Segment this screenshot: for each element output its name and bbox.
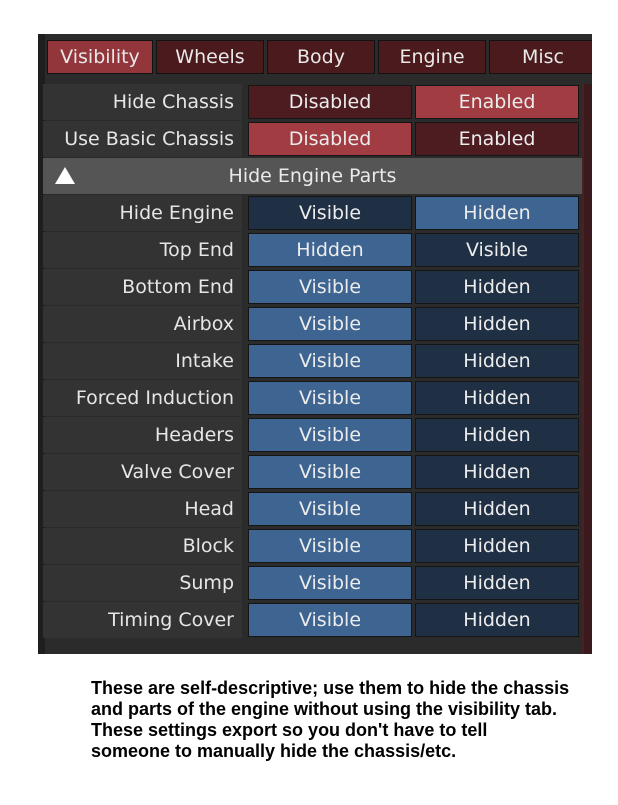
setting-row-valve-cover xyxy=(43,454,584,490)
option-hidden-button[interactable]: Hidden xyxy=(415,307,579,341)
section-header-hide-engine-parts[interactable] xyxy=(43,158,582,194)
settings-panel xyxy=(38,34,592,654)
tab-bar xyxy=(47,40,592,76)
option-visible-button[interactable]: Visible xyxy=(248,529,412,563)
panel-scrollbar[interactable] xyxy=(584,84,592,654)
option-visible-button[interactable]: Visible xyxy=(248,455,412,489)
tab-wheels[interactable]: Wheels xyxy=(156,40,264,74)
option-visible-button[interactable]: Visible xyxy=(248,381,412,415)
tab-misc[interactable]: Misc xyxy=(489,40,592,74)
option-disabled-button[interactable]: Disabled xyxy=(248,122,412,156)
option-visible-button[interactable]: Visible xyxy=(248,603,412,637)
tab-body[interactable]: Body xyxy=(267,40,375,74)
tab-visibility[interactable]: Visibility xyxy=(47,40,153,74)
option-visible-button[interactable]: Visible xyxy=(248,196,412,230)
setting-label: Hide Chassis xyxy=(43,84,242,120)
setting-row-top-end xyxy=(43,232,584,268)
setting-row-headers xyxy=(43,417,584,453)
option-hidden-button[interactable]: Hidden xyxy=(415,381,579,415)
option-enabled-button[interactable]: Enabled xyxy=(415,85,579,119)
setting-row-hide-engine xyxy=(43,195,584,231)
setting-label: Timing Cover xyxy=(43,602,242,638)
option-enabled-button[interactable]: Enabled xyxy=(415,122,579,156)
option-hidden-button[interactable]: Hidden xyxy=(415,492,579,526)
setting-label: Airbox xyxy=(43,306,242,342)
option-disabled-button[interactable]: Disabled xyxy=(248,85,412,119)
section-title: Hide Engine Parts xyxy=(228,165,397,187)
option-visible-button[interactable]: Visible xyxy=(415,233,579,267)
setting-label: Forced Induction xyxy=(43,380,242,416)
option-visible-button[interactable]: Visible xyxy=(248,270,412,304)
setting-label: Head xyxy=(43,491,242,527)
setting-label: Block xyxy=(43,528,242,564)
setting-label: Hide Engine xyxy=(43,195,242,231)
option-hidden-button[interactable]: Hidden xyxy=(415,270,579,304)
option-hidden-button[interactable]: Hidden xyxy=(415,455,579,489)
setting-row-block xyxy=(43,528,584,564)
tab-engine[interactable]: Engine xyxy=(378,40,486,74)
caption-text: These are self-descriptive; use them to hide the chassis and parts of the engine without using the visibility tab. These settings export so you don't have to tell someone to manually hide the chassis/etc. xyxy=(91,678,570,761)
option-hidden-button[interactable]: Hidden xyxy=(415,196,579,230)
setting-row-hide-chassis xyxy=(43,84,584,120)
option-hidden-button[interactable]: Hidden xyxy=(415,566,579,600)
setting-row-use-basic-chassis xyxy=(43,121,584,157)
setting-label: Intake xyxy=(43,343,242,379)
option-hidden-button[interactable]: Hidden xyxy=(248,233,412,267)
option-visible-button[interactable]: Visible xyxy=(248,344,412,378)
option-visible-button[interactable]: Visible xyxy=(248,492,412,526)
setting-label: Headers xyxy=(43,417,242,453)
option-hidden-button[interactable]: Hidden xyxy=(415,344,579,378)
setting-label: Valve Cover xyxy=(43,454,242,490)
option-visible-button[interactable]: Visible xyxy=(248,418,412,452)
setting-row-bottom-end xyxy=(43,269,584,305)
setting-label: Use Basic Chassis xyxy=(43,121,242,157)
setting-label: Top End xyxy=(43,232,242,268)
setting-row-forced-induction xyxy=(43,380,584,416)
setting-row-head xyxy=(43,491,584,527)
setting-row-sump xyxy=(43,565,584,601)
setting-row-timing-cover xyxy=(43,602,584,638)
option-hidden-button[interactable]: Hidden xyxy=(415,529,579,563)
option-visible-button[interactable]: Visible xyxy=(248,566,412,600)
setting-row-airbox xyxy=(43,306,584,342)
setting-label: Sump xyxy=(43,565,242,601)
option-visible-button[interactable]: Visible xyxy=(248,307,412,341)
option-hidden-button[interactable]: Hidden xyxy=(415,418,579,452)
setting-row-intake xyxy=(43,343,584,379)
option-hidden-button[interactable]: Hidden xyxy=(415,603,579,637)
setting-label: Bottom End xyxy=(43,269,242,305)
